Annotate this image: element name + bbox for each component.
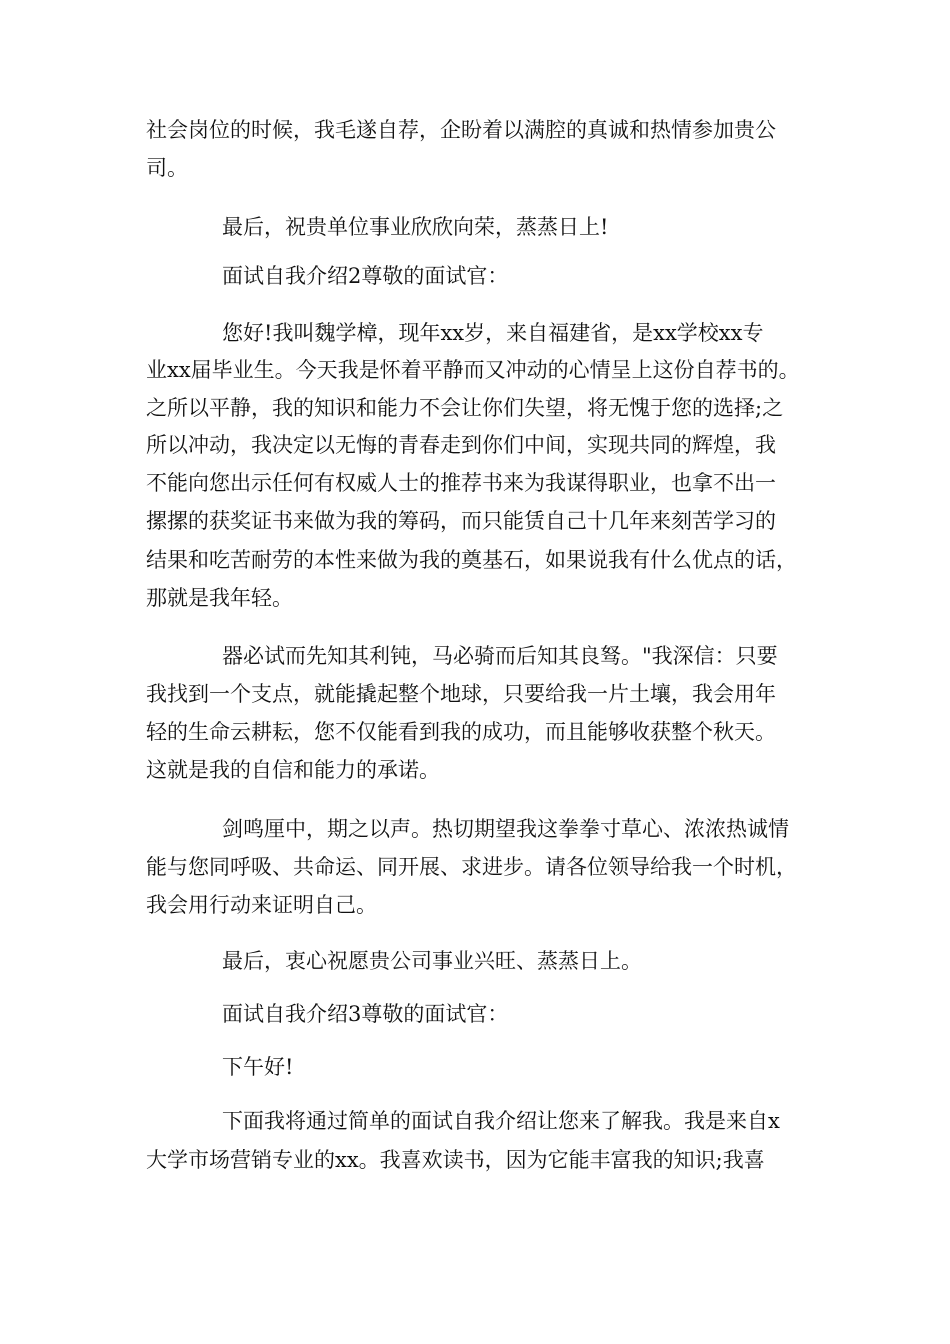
text-line: 社会岗位的时候，我毛遂自荐，企盼着以满腔的真诚和热情参加贵公: [146, 118, 776, 142]
text-line: 这就是我的自信和能力的承诺。: [146, 758, 440, 782]
text-line: 最后，衷心祝愿贵公司事业兴旺、蒸蒸日上。: [222, 949, 642, 973]
text-line: 所以冲动，我决定以无悔的青春走到你们中间，实现共同的辉煌，我: [146, 433, 776, 457]
text-line: 轻的生命云耕耘，您不仅能看到我的成功，而且能够收获整个秋天。: [146, 720, 776, 744]
text-line: 剑鸣厘中，期之以声。热切期望我这拳拳寸草心、浓浓热诚情: [222, 817, 789, 841]
text-line: 我会用行动来证明自己。: [146, 893, 377, 917]
text-line: 那就是我年轻。: [146, 586, 293, 610]
section-heading: 面试自我介绍2尊敬的面试官：: [222, 264, 509, 288]
text-line: 之所以平静，我的知识和能力不会让你们失望，将无愧于您的选择;之: [146, 396, 784, 420]
text-line: 器必试而先知其利钝，马必骑而后知其良驽。"我深信：只要: [222, 644, 778, 668]
text-line: 业xx届毕业生。今天我是怀着平静而又冲动的心情呈上这份自荐书的。: [146, 358, 800, 382]
text-line: 能与您同呼吸、共命运、同开展、求进步。请各位领导给我一个时机，: [146, 855, 797, 879]
section-heading: 面试自我介绍3尊敬的面试官：: [222, 1002, 509, 1026]
text-line: 摞摞的获奖证书来做为我的筹码，而只能赁自己十几年来刻苦学习的: [146, 509, 776, 533]
text-line: 大学市场营销专业的xx。我喜欢读书，因为它能丰富我的知识;我喜: [146, 1148, 765, 1172]
text-line: 您好!我叫魏学樟，现年xx岁，来自福建省，是xx学校xx专: [222, 321, 764, 345]
text-line: 我找到一个支点，就能撬起整个地球，只要给我一片土壤，我会用年: [146, 682, 776, 706]
text-line: 最后，祝贵单位事业欣欣向荣，蒸蒸日上!: [222, 215, 609, 239]
text-line: 司。: [146, 156, 188, 180]
text-line: 结果和吃苦耐劳的本性来做为我的奠基石，如果说我有什么优点的话，: [146, 548, 797, 572]
text-line: 不能向您出示任何有权威人士的推荐书来为我谋得职业，也拿不出一: [146, 471, 776, 495]
text-line: 下面我将通过简单的面试自我介绍让您来了解我。我是来自x: [222, 1109, 780, 1133]
text-line: 下午好!: [222, 1055, 294, 1079]
